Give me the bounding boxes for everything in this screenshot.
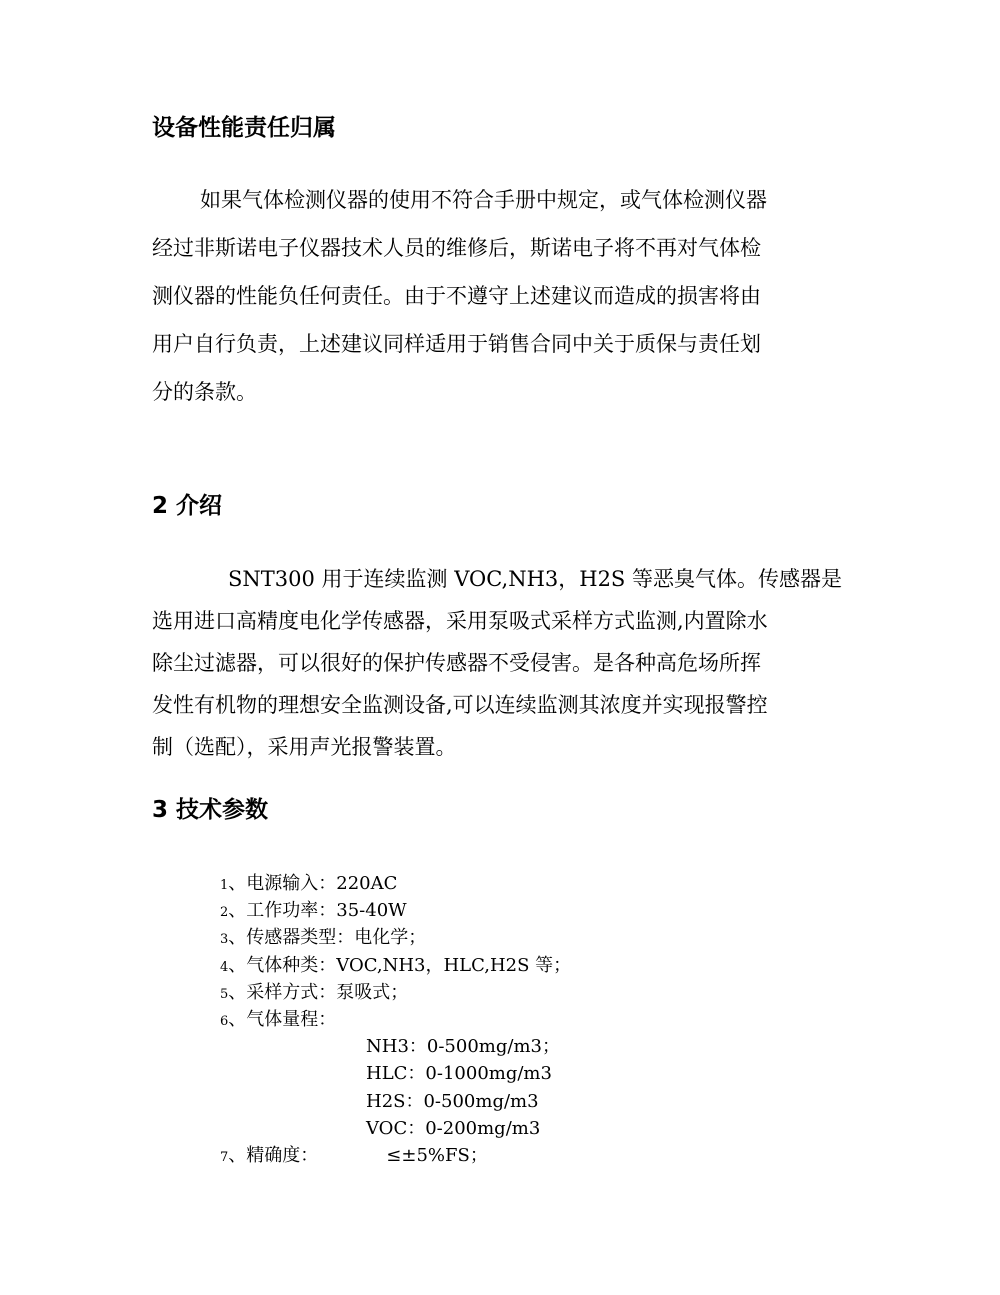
spec-value: 泵吸式；: [336, 981, 409, 1003]
paragraph-responsibility: [152, 185, 852, 407]
spec-label: 、工作功率：: [228, 900, 337, 922]
spec-label: 、传感器类型：: [228, 927, 355, 949]
spec-value: ≤±5%FS；: [386, 1144, 488, 1166]
spec-number: 5: [220, 986, 229, 1002]
spec-value: 35-40W: [336, 900, 407, 922]
heading-introduction: 2 介绍: [152, 493, 223, 519]
paragraph-line: 用户自行负责，上述建议同样适用于销售合同中关于质保与责任划: [152, 332, 761, 356]
paragraph-line: 经过非斯诺电子仪器技术人员的维修后，斯诺电子将不再对气体检: [152, 236, 761, 260]
spec-item-gas-range: [220, 1006, 720, 1033]
paragraph-line: 分的条款。: [152, 380, 257, 404]
range-hlc: HLC：0-1000mg/m3: [366, 1063, 552, 1085]
spec-number: 7: [220, 1149, 229, 1165]
paragraph-line: 发性有机物的理想安全监测设备,可以连续监测其浓度并实现报警控: [152, 693, 768, 717]
spec-label: 、采样方式：: [228, 981, 337, 1003]
paragraph-introduction: [152, 564, 852, 762]
spec-number: 6: [220, 1013, 229, 1029]
paragraph-line: 除尘过滤器，可以很好的保护传感器不受侵害。是各种高危场所挥: [152, 651, 761, 675]
spec-item-gas-types: [220, 952, 720, 979]
paragraph-line: 选用进口高精度电化学传感器，采用泵吸式采样方式监测,内置除水: [152, 609, 768, 633]
paragraph-line: SNT300 用于连续监测 VOC,NH3，H2S 等恶臭气体。传感器是: [228, 567, 842, 591]
spec-value: VOC,NH3，HLC,H2S 等；: [336, 954, 572, 976]
heading-responsibility: 设备性能责任归属: [152, 115, 336, 141]
spec-label: 、电源输入：: [228, 873, 337, 894]
heading-specifications: 3 技术参数: [152, 797, 269, 823]
range-nh3: NH3：0-500mg/m3；: [366, 1036, 560, 1058]
spec-number: 4: [220, 959, 229, 975]
spec-item-sampling: [220, 979, 720, 1006]
range-h2s: H2S：0-500mg/m3: [366, 1090, 539, 1112]
range-voc: VOC：0-200mg/m3: [366, 1117, 541, 1139]
spec-value: 电化学；: [354, 927, 427, 949]
spec-label: 、精确度：: [228, 1144, 319, 1166]
spec-number: 3: [220, 932, 229, 948]
spec-label: 、气体量程：: [228, 1008, 337, 1030]
spec-item-sensor-type: [220, 924, 720, 951]
spec-item-power: [220, 897, 720, 924]
spec-item-power-input: [220, 870, 720, 897]
paragraph-line: 制（选配），采用声光报警装置。: [152, 735, 457, 759]
spec-item-accuracy: [220, 1142, 720, 1169]
spec-number: 2: [220, 905, 229, 921]
spec-label: 、气体种类：: [228, 954, 337, 976]
spec-number: 1: [220, 878, 229, 893]
paragraph-line: 如果气体检测仪器的使用不符合手册中规定，或气体检测仪器: [200, 188, 767, 212]
paragraph-line: 测仪器的性能负任何责任。由于不遵守上述建议而造成的损害将由: [152, 284, 761, 308]
spec-list: [220, 870, 720, 1169]
spec-value: 220AC: [336, 873, 398, 894]
